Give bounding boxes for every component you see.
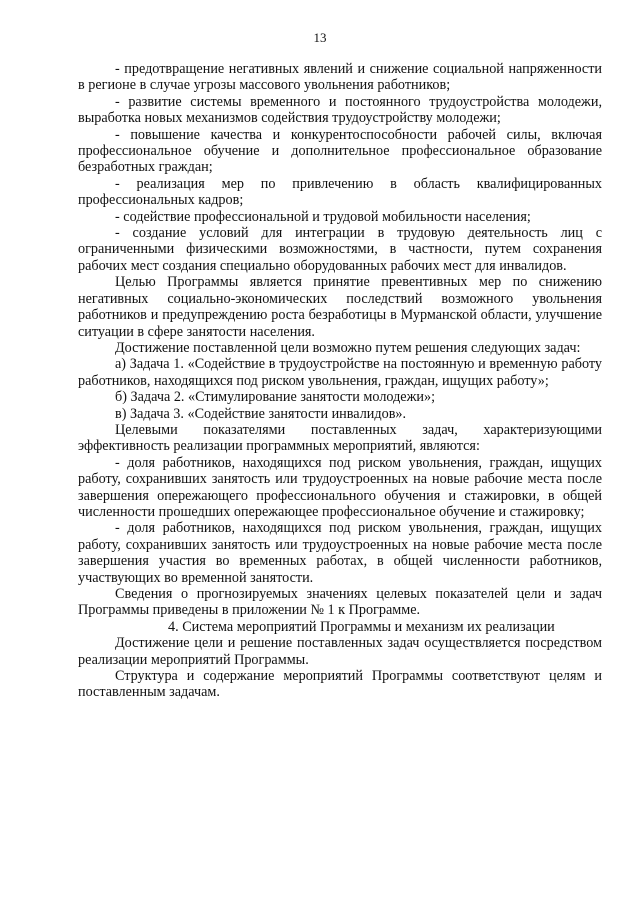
paragraph: в) Задача 3. «Содействие занятости инвалидов». — [115, 405, 407, 422]
paragraph: - реализация мер по привлечению в область квалифицированных профессиональных кадров; — [78, 175, 602, 209]
paragraph: - предотвращение негативных явлений и снижение социальной напряженности в регионе в случае угрозы массового увольнения работников; — [78, 61, 602, 94]
paragraph: Целевыми показателями поставленных задач, характеризующими эффективность реализации программных мероприятий, являются: — [78, 421, 602, 455]
paragraph: - повышение качества и конкурентоспособности рабочей силы, включая профессиональное обучение и дополнительное профессиональное образование безработных граждан; — [78, 126, 602, 176]
paragraph: - доля работников, находящихся под риском увольнения, граждан, ищущих работу, сохранивших занятость или трудоустроенных на новые рабочие места после завершения опережающего профессионального обучения и стажировки, в общей численности прошедших опережающее профессиональное обучение и стажировку; — [78, 454, 602, 520]
paragraph: - создание условий для интеграции в трудовую деятельность лиц с ограниченными физическими возможностями, в частности, путем сохранения рабочих мест создания специально оборудованных рабочих мест для инвалидов. — [78, 225, 602, 274]
section-heading: 4. Система мероприятий Программы и механизм их реализации — [168, 618, 555, 635]
document-body — [78, 61, 602, 701]
paragraph: - содействие профессиональной и трудовой мобильности населения; — [115, 208, 531, 225]
paragraph: Достижение поставленной цели возможно путем решения следующих задач: — [115, 339, 581, 356]
page-number: 13 — [313, 30, 327, 45]
paragraph: Целью Программы является принятие превентивных мер по снижению негативных социально-экономических последствий возможного увольнения работников и предупреждению роста безработицы в Мурманской области, улучшение ситуации в сфере занятости населения. — [78, 274, 602, 340]
paragraph: Сведения о прогнозируемых значениях целевых показателей цели и задач Программы приведены в приложении № 1 к Программе. — [78, 586, 602, 619]
paragraph: Достижение цели и решение поставленных задач осуществляется посредством реализации мероприятий Программы. — [78, 635, 602, 668]
paragraph: а) Задача 1. «Содействие в трудоустройстве на постоянную и временную работу работников, находящихся под риском увольнения, граждан, ищущих работу»; — [78, 356, 602, 389]
paragraph: - развитие системы временного и постоянного трудоустройства молодежи, выработка новых механизмов содействия трудоустройству молодежи; — [78, 93, 602, 127]
paragraph: б) Задача 2. «Стимулирование занятости молодежи»; — [115, 389, 436, 406]
paragraph: - доля работников, находящихся под риском увольнения, граждан, ищущих работу, сохранивших занятость или трудоустроенных на новые рабочие места после завершения участия во временных работах, в общей численности работников, участвующих во временной занятости. — [78, 520, 602, 586]
paragraph: Структура и содержание мероприятий Программы соответствуют целям и поставленным задачам. — [78, 668, 602, 701]
